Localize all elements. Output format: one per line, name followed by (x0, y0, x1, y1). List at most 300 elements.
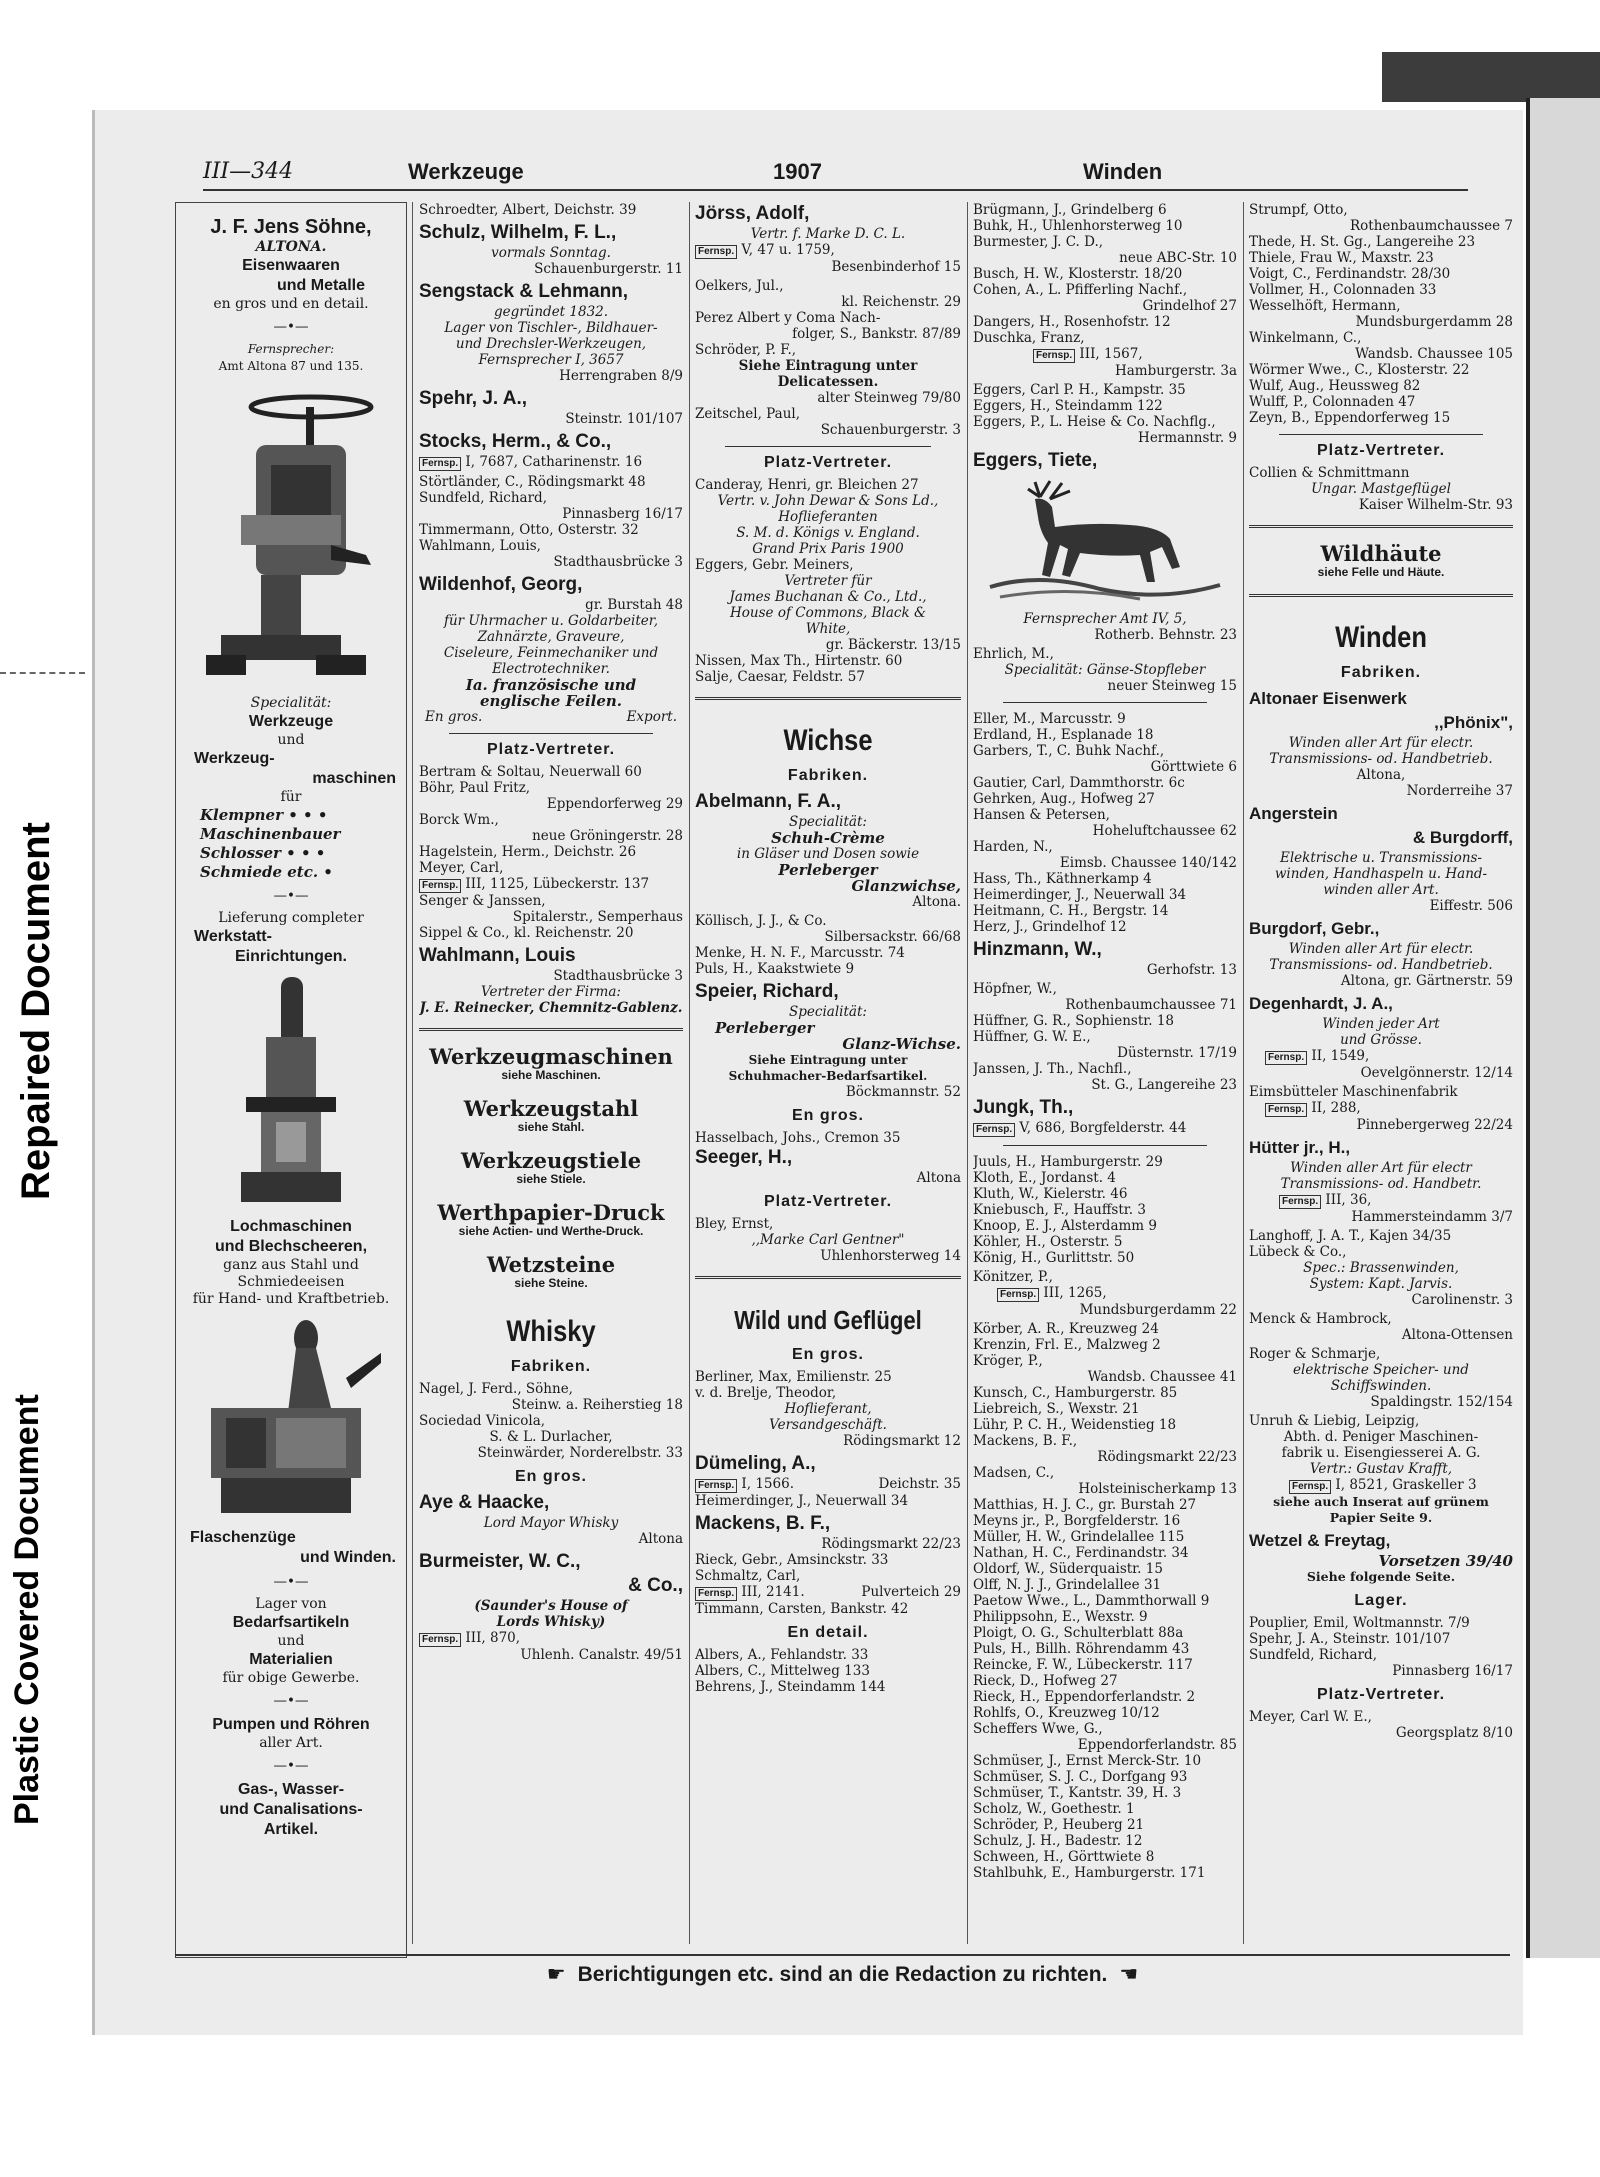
listing-entry: Madsen, C., (973, 1465, 1055, 1481)
listing-line: Winden aller Art für electr (1290, 1160, 1472, 1176)
listing-entry: Puls, H., Billh. Röhrendamm 43 (973, 1641, 1190, 1657)
ad-delivery: Werkstatt- (194, 928, 272, 945)
ad-gas: Gas-, Wasser- (237, 1781, 345, 1798)
section-heading: En detail. (787, 1624, 869, 1641)
listing-line: Hoheluftchaussee 62 (1092, 823, 1237, 839)
listing-line: fabrik u. Eisengiesserei A. G. (1281, 1445, 1481, 1461)
listing-line: kl. Reichenstr. 29 (841, 294, 961, 310)
listing-line: Perleberger (715, 1019, 815, 1037)
listing-entry: Paetow Wwe., L., Dammthorwall 9 (973, 1593, 1210, 1609)
listing-name: & Co., (628, 1575, 683, 1596)
ad-machines: Schmiedeeisen (237, 1274, 345, 1290)
ad-spec-label: Specialität: (250, 695, 332, 711)
listing-name: Jörss, Adolf, (695, 203, 810, 224)
cross-reference: Wetzsteine (486, 1252, 616, 1277)
listing-name: Eggers, Tiete, (973, 450, 1098, 471)
listing-line: Düsternstr. 17/19 (1117, 1045, 1237, 1061)
listing-line: Vertr.: Gustav Krafft, (1309, 1461, 1453, 1477)
listing-line: Glanz-Wichse. (842, 1035, 961, 1053)
column-rule (967, 202, 968, 1944)
listing-line: Schiffswinden. (1330, 1378, 1432, 1394)
listing-entry: Menke, H. N. F., Marcusstr. 74 (695, 945, 905, 961)
section-heading: En gros. (791, 1346, 864, 1363)
telephone-icon: Fernsp. (695, 245, 737, 259)
listing-line: S. M. d. Königs v. England. (736, 525, 920, 541)
listing-entry: Liebreich, S., Wexstr. 21 (973, 1401, 1140, 1417)
listing-name: Degenhardt, J. A., (1249, 994, 1393, 1013)
telephone-icon: Fernsp. (419, 457, 461, 471)
listing-entry: Hüffner, G. W. E., (973, 1029, 1091, 1045)
listing-line: Rotherb. Behnstr. 23 (1094, 627, 1237, 643)
listing-entry: Burmester, J. C. D., (973, 234, 1104, 250)
listing-entry: Ploigt, O. G., Schulterblatt 88a (973, 1625, 1184, 1641)
listing-line: System: Kapt. Jarvis. (1309, 1276, 1453, 1292)
listing-entry: Schroedter, Albert, Deichstr. 39 (419, 202, 637, 218)
listing-entry: Scholz, W., Goethestr. 1 (973, 1801, 1135, 1817)
listing-entry: Meyer, Carl W. E., (1249, 1709, 1372, 1725)
listing-entry: Heitmann, C. H., Bergstr. 14 (973, 903, 1169, 919)
listing-line: St. G., Langereihe 23 (1091, 1077, 1237, 1093)
hoist-machine-illustration (196, 1318, 386, 1518)
listing-line: Vertreter für (784, 573, 872, 589)
footer-rule (175, 1954, 1510, 1956)
listing-entry: Bertram & Soltau, Neuerwall 60 (419, 764, 642, 780)
listing-line: I, 1566. (741, 1476, 794, 1492)
listing-entry: Buhk, H., Uhlenhorsterweg 10 (973, 218, 1183, 234)
listing-entry: Collien & Schmittmann (1249, 465, 1410, 481)
listing-entry: Schween, H., Görttwiete 8 (973, 1849, 1155, 1865)
listing-line: Steinw. a. Reiherstieg 18 (511, 1397, 683, 1413)
listing-entry: Störtländer, C., Rödingsmarkt 48 (419, 474, 646, 490)
section-heading: Lager. (1354, 1592, 1408, 1609)
listing-entry: Roger & Schmarje, (1249, 1346, 1381, 1362)
listing-line: J. E. Reinecker, Chemnitz-Gablenz. (419, 1000, 683, 1016)
listing-entry: Müller, H. W., Grindelallee 115 (973, 1529, 1185, 1545)
listing-line: Spitalerstr., Semperhaus (512, 909, 683, 925)
listing-name: ,,Phönix", (1434, 713, 1513, 732)
listing-line: Winden jeder Art (1322, 1016, 1440, 1032)
listing-entry: Kunsch, C., Hamburgerstr. 85 (973, 1385, 1178, 1401)
listing-entry: Wesselhöft, Hermann, (1249, 298, 1401, 314)
listing-entry: Thede, H. St. Gg., Langereihe 23 (1249, 234, 1476, 250)
listing-entry: Voigt, C., Ferdinandstr. 28/30 (1249, 266, 1451, 282)
ad-gas: und Canalisations- (219, 1801, 363, 1818)
page-footer (175, 1962, 1510, 1987)
listing-line: elektrische Speicher- und (1293, 1362, 1469, 1378)
ad-spec: maschinen (312, 770, 396, 787)
listing-entry: Schmüser, T., Kantstr. 39, H. 3 (973, 1785, 1182, 1801)
listing-line: Specialität: (789, 814, 867, 830)
listing-line: winden aller Art. (1323, 882, 1439, 898)
listing-entry: Eggers, Gebr. Meiners, (695, 557, 854, 573)
page-header (203, 153, 1468, 191)
section-title: Wichse (783, 724, 873, 757)
listing-line: Hermannstr. 9 (1138, 430, 1237, 446)
listing-line: Glanzwichse, (851, 877, 961, 895)
divider (1249, 594, 1513, 597)
listing-line: gr. Bäckerstr. 13/15 (825, 637, 961, 653)
pointing-hand-left-icon: ☚ (1119, 1963, 1139, 1986)
listing-line: James Buchanan & Co., Ltd., (729, 589, 927, 605)
listing-line: Transmissions- od. Handbetrieb. (1269, 957, 1493, 973)
listing-name: Hinzmann, W., (973, 939, 1102, 960)
listing-entry: Heimerdinger, J., Neuerwall 34 (695, 1493, 909, 1509)
listing-line: Lord Mayor Whisky (483, 1515, 619, 1531)
listing-line: Besenbinderhof 15 (831, 259, 961, 275)
listing-entry: Menck & Hambrock, (1249, 1311, 1392, 1327)
listing-line: siehe auch Inserat auf grünem (1273, 1494, 1489, 1509)
cross-reference-note: siehe Stiele. (516, 1172, 586, 1186)
listing-line: Siehe Eintragung unter (748, 1053, 908, 1067)
listing-entry: Garbers, T., C. Buhk Nachf., (973, 743, 1165, 759)
ad-spec: und (277, 732, 305, 748)
ad-pumps: Pumpen und Röhren (212, 1716, 370, 1733)
ad-stock: und (277, 1633, 305, 1649)
listing-entry: Knoop, E. J., Alsterdamm 9 (973, 1218, 1157, 1234)
listing-entry: Rieck, Gebr., Amsinckstr. 33 (695, 1552, 889, 1568)
listing-entry: Vollmer, H., Colonnaden 33 (1249, 282, 1437, 298)
listing-line: Rödingsmarkt 22/23 (1097, 1449, 1237, 1465)
listing-entry: Kloth, E., Jordanst. 4 (973, 1170, 1116, 1186)
listing-entry: Scheffers Wwe, G., (973, 1721, 1103, 1737)
listing-entry: Lühr, P. C. H., Weidenstieg 18 (973, 1417, 1177, 1433)
section-heading: Platz-Vertreter. (763, 454, 893, 471)
listing-entry: Köllisch, J. J., & Co. (695, 913, 827, 929)
listing-line: Vorsetzen 39/40 (1378, 1552, 1513, 1570)
divider (449, 733, 653, 734)
listing-line: Mundsburgerdamm 28 (1355, 314, 1513, 330)
listing-line: in Gläser und Dosen sowie (736, 846, 920, 862)
ad-stock: Bedarfsartikeln (232, 1614, 350, 1631)
listing-line: Winden aller Art für electr. (1288, 735, 1474, 751)
listing-name: Altonaer Eisenwerk (1249, 689, 1407, 708)
listing-line: Grindelhof 27 (1142, 298, 1237, 314)
listing-entry: Krenzin, Frl. E., Malzweg 2 (973, 1337, 1161, 1353)
ad-machines: ganz aus Stahl und (223, 1257, 359, 1273)
listing-entry: Eller, M., Marcusstr. 9 (973, 711, 1126, 727)
listing-entry: Höpfner, W., (973, 981, 1057, 997)
divider (695, 697, 961, 700)
section-heading: Fabriken. (1340, 664, 1422, 681)
listing-line: Elektrische u. Transmissions- (1279, 850, 1482, 866)
listing-line: Deichstr. 35 (878, 1476, 961, 1492)
listing-line: Hoflieferant, (784, 1401, 872, 1417)
listing-entry: Könitzer, P., (973, 1269, 1053, 1285)
listing-line: Norderreihe 37 (1406, 783, 1513, 799)
section-heading: Platz-Vertreter. (1316, 442, 1446, 459)
listing-line: englische Feilen. (479, 692, 623, 710)
listing-line: Ungar. Mastgeflügel (1311, 481, 1451, 497)
listing-entry: Körber, A. R., Kreuzweg 24 (973, 1321, 1159, 1337)
listing-line: Siehe folgende Seite. (1306, 1569, 1456, 1584)
listing-line: Stadthausbrücke 3 (553, 554, 683, 570)
cross-reference-note: siehe Actien- und Werthe-Druck. (458, 1224, 644, 1238)
directory-page (92, 110, 1523, 2035)
listing-line: Rothenbaumchaussee 71 (1065, 997, 1237, 1013)
listing-entry: Hüffner, G. R., Sophienstr. 18 (973, 1013, 1175, 1029)
punching-machine-illustration (201, 385, 381, 685)
listing-line: Pinnebergerweg 22/24 (1356, 1117, 1513, 1133)
listing-entry: Eggers, Carl P. H., Kampstr. 35 (973, 382, 1186, 398)
listing-line: winden, Handhaspeln u. Hand- (1274, 866, 1488, 882)
listing-entry: König, H., Gurlittstr. 50 (973, 1250, 1135, 1266)
telephone-icon: Fernsp. (419, 879, 461, 893)
ad-machines: und Blechscheeren, (214, 1238, 368, 1255)
cross-reference: Werthpapier-Druck (437, 1200, 665, 1225)
listing-name: Wildenhof, Georg, (419, 574, 583, 595)
listing-line: Eppendorferweg 29 (546, 796, 683, 812)
listing-entry: Brügmann, J., Grindelberg 6 (973, 202, 1167, 218)
column-rule (689, 202, 690, 1944)
listing-line: ,,Marke Carl Gentner" (751, 1232, 905, 1248)
listing-name: Schulz, Wilhelm, F. L., (419, 222, 617, 243)
ad-pumps: aller Art. (259, 1735, 323, 1751)
listing-name: Jungk, Th., (973, 1097, 1074, 1118)
ad-phone: Amt Altona 87 und 135. (218, 359, 364, 373)
telephone-icon: Fernsp. (1289, 1480, 1331, 1494)
listing-line: Specialität: Gänse-Stopfleber (1004, 662, 1206, 678)
listing-line: Carolinenstr. 3 (1411, 1292, 1513, 1308)
listing-line: III, 36, (1325, 1192, 1372, 1208)
listing-line: neue Gröningerstr. 28 (532, 828, 683, 844)
listing-line: Schauenburgerstr. 3 (820, 422, 961, 438)
jens-soehne-advertisement (175, 202, 407, 1958)
listing-entry: Timmermann, Otto, Osterstr. 32 (419, 522, 639, 538)
listing-name: Burmeister, W. C., (419, 1551, 581, 1572)
listing-line: V, 686, Borgfelderstr. 44 (1019, 1120, 1187, 1136)
listing-name: Spehr, J. A., (419, 388, 528, 409)
listing-entry: Schröder, P., Heuberg 21 (973, 1817, 1145, 1833)
listing-line: V, 47 u. 1759, (741, 242, 835, 258)
ad-city: ALTONA. (255, 239, 327, 255)
listing-line: Altona (916, 1170, 961, 1186)
cross-reference: Wildhäute (1320, 541, 1442, 566)
ad-stock: Lager von (255, 1596, 327, 1612)
listing-entry: Schmüser, S. J. C., Dorfgang 93 (973, 1769, 1188, 1785)
listing-line: En gros. (425, 709, 483, 725)
listing-entry: Wulf, Aug., Heussweg 82 (1249, 378, 1421, 394)
listing-line: vormals Sonntag. (491, 245, 611, 261)
listing-line: Wandsb. Chaussee 105 (1355, 346, 1513, 362)
ad-spec: Werkzeuge (248, 713, 334, 730)
listing-entry: Behrens, J., Steindamm 144 (695, 1679, 886, 1695)
listing-entry: Juuls, H., Hamburgerstr. 29 (973, 1154, 1163, 1170)
listing-entry: Hasselbach, Johs., Cremon 35 (695, 1130, 901, 1146)
listing-entry: Schröder, P. F., (695, 342, 797, 358)
telephone-icon: Fernsp. (997, 1288, 1039, 1302)
listing-entry: Pouplier, Emil, Woltmannstr. 7/9 (1249, 1615, 1470, 1631)
listing-line: III, 1265, (1043, 1285, 1107, 1301)
listing-line: gegründet 1832. (493, 304, 609, 320)
column-rule (412, 202, 413, 1944)
listing-entry: Bley, Ernst, (695, 1216, 774, 1232)
listing-entry: Borck Wm., (419, 812, 499, 828)
listing-entry: Gautier, Carl, Dammthorstr. 6c (973, 775, 1185, 791)
listing-line: Hamburgerstr. 3a (1114, 363, 1237, 379)
listing-entry: Schmüser, J., Ernst Merck-Str. 10 (973, 1753, 1202, 1769)
ad-machines: Lochmaschinen (230, 1218, 352, 1235)
listing-line: Export. (626, 709, 677, 725)
listing-line: S. & L. Durlacher, (489, 1429, 613, 1445)
column-3 (695, 202, 961, 1944)
listing-entry: Puls, H., Kaakstwiete 9 (695, 961, 855, 977)
divider (1003, 1145, 1207, 1146)
listing-entry: Dangers, H., Rosenhofstr. 12 (973, 314, 1171, 330)
divider (1279, 434, 1483, 435)
ad-title: J. F. Jens Söhne, (210, 216, 372, 238)
listing-entry: Rohlfs, O., Kreuzweg 10/12 (973, 1705, 1160, 1721)
listing-name: Wahlmann, Louis (419, 945, 576, 966)
telephone-icon: Fernsp. (419, 1633, 461, 1647)
shear-machine-illustration (231, 977, 351, 1207)
telephone-icon: Fernsp. (695, 1479, 737, 1493)
listing-entry: Sociedad Vinicola, (419, 1413, 546, 1429)
listing-line: Stadthausbrücke 3 (553, 968, 683, 984)
listing-entry: Rieck, D., Hofweg 27 (973, 1673, 1118, 1689)
listing-entry: Harden, N., (973, 839, 1053, 855)
column-2 (419, 202, 683, 1944)
listing-name: Angerstein (1249, 804, 1338, 823)
listing-line: Altona, gr. Gärtnerstr. 59 (1340, 973, 1513, 989)
listing-line: Steinwärder, Norderelbstr. 33 (477, 1445, 683, 1461)
listing-line: Mundsburgerdamm 22 (1079, 1302, 1237, 1318)
ad-tagline: Eisenwaaren (242, 257, 340, 274)
listing-name: Speier, Richard, (695, 981, 839, 1002)
listing-line: (Saunder's House of (474, 1598, 628, 1614)
listing-name: Seeger, H., (695, 1147, 793, 1168)
ad-hoists: und Winden. (300, 1549, 396, 1566)
column-5 (1249, 202, 1513, 1944)
listing-line: Specialität: (789, 1004, 867, 1020)
listing-name: Abelmann, F. A., (695, 791, 842, 812)
divider: —•— (273, 1693, 309, 1709)
listing-entry: Strumpf, Otto, (1249, 202, 1348, 218)
telephone-icon: Fernsp. (695, 1587, 737, 1601)
cross-reference-note: siehe Maschinen. (501, 1068, 601, 1082)
listing-line: Electrotechniker. (492, 661, 610, 677)
listing-line: und Drechsler-Werkzeugen, (455, 336, 647, 352)
listing-line: Hammersteindamm 3/7 (1351, 1209, 1513, 1225)
divider (419, 1028, 683, 1031)
cross-reference: Werkzeugmaschinen (429, 1044, 673, 1069)
listing-entry: Unruh & Liebig, Leipzig, (1249, 1413, 1420, 1429)
listing-entry: Schmaltz, Carl, (695, 1568, 801, 1584)
listing-entry: Canderay, Henri, gr. Bleichen 27 (695, 477, 919, 493)
listing-line: II, 288, (1311, 1100, 1361, 1116)
listing-entry: Thiele, Frau W., Maxstr. 23 (1249, 250, 1434, 266)
listing-line: Vertr. v. John Dewar & Sons Ld., (717, 493, 939, 509)
listing-line: White, (805, 621, 851, 637)
listing-entry: v. d. Brelje, Theodor, (695, 1385, 837, 1401)
divider: —•— (273, 319, 309, 335)
section-heading: Platz-Vertreter. (486, 741, 616, 758)
listing-entry: Sippel & Co., kl. Reichenstr. 20 (419, 925, 634, 941)
pointing-hand-right-icon: ☛ (546, 1963, 566, 1986)
listing-entry: Zeitschel, Paul, (695, 406, 801, 422)
listing-line: alter Steinweg 79/80 (817, 390, 961, 406)
listing-name: Wetzel & Freytag, (1249, 1531, 1391, 1550)
listing-line: Perleberger (778, 861, 878, 879)
listing-line: Ciseleure, Feinmechaniker und (443, 645, 659, 661)
listing-line: III, 1125, Lübeckerstr. 137 (465, 876, 650, 892)
divider (725, 446, 931, 447)
ad-spec: für (280, 789, 302, 805)
section-title: Whisky (506, 1315, 596, 1348)
ad-hoists: Flaschenzüge (190, 1529, 296, 1546)
section-title: Wild und Geflügel (734, 1305, 922, 1335)
listing-line: Ia. französische und (465, 676, 637, 694)
listing-line: I, 8521, Graskeller 3 (1335, 1477, 1477, 1493)
listing-line: Altona (638, 1531, 683, 1547)
repaired-document-label: Repaired Document (14, 822, 58, 1200)
listing-entry: Stahlbuhk, E., Hamburgerstr. 171 (973, 1865, 1206, 1881)
listing-line: House of Commons, Black & (730, 605, 926, 621)
listing-line: Vertreter der Firma: (481, 984, 621, 1000)
listing-entry: Hass, Th., Käthnerkamp 4 (973, 871, 1152, 887)
listing-entry: Eimsbütteler Maschinenfabrik (1249, 1084, 1458, 1100)
listing-line: Zahnärzte, Graveure, (477, 629, 625, 645)
listing-line: Schuh-Crème (771, 829, 885, 847)
listing-line: Fernsprecher Amt IV, 5, (1023, 611, 1187, 627)
ad-spec: Werkzeug- (194, 750, 275, 767)
listing-entry: Wulff, P., Colonnaden 47 (1249, 394, 1416, 410)
listing-line: Wandsb. Chaussee 41 (1087, 1369, 1237, 1385)
listing-entry: Köhler, H., Osterstr. 5 (973, 1234, 1123, 1250)
listing-entry: Nathan, H. C., Ferdinandstr. 34 (973, 1545, 1189, 1561)
section-heading: Platz-Vertreter. (763, 1193, 893, 1210)
listing-line: III, 870, (465, 1630, 521, 1646)
ad-trade: Maschinenbauer (200, 825, 341, 843)
listing-entry: Berliner, Max, Emilienstr. 25 (695, 1369, 892, 1385)
listing-line: Holsteinischerkamp 13 (1078, 1481, 1237, 1497)
listing-line: Schauenburgerstr. 11 (534, 261, 683, 277)
listing-line: Grand Prix Paris 1900 (752, 541, 904, 557)
adjacent-page-edge (1526, 98, 1600, 1958)
listing-line: Rothenbaumchaussee 7 (1350, 218, 1513, 234)
listing-entry: Ehrlich, M., (973, 646, 1054, 662)
divider: —•— (273, 1574, 309, 1590)
listing-line: Silbersackstr. 66/68 (824, 929, 961, 945)
listing-entry: Reincke, F. W., Lübeckerstr. 117 (973, 1657, 1193, 1673)
listing-line: Steinstr. 101/107 (565, 411, 683, 427)
listing-entry: Albers, A., Fehlandstr. 33 (695, 1647, 869, 1663)
ad-machines: für Hand- und Kraftbetrieb. (192, 1291, 390, 1307)
listing-entry: Timmann, Carsten, Bankstr. 42 (695, 1601, 909, 1617)
listing-entry: Kniebusch, F., Hauffstr. 3 (973, 1202, 1146, 1218)
listing-entry: Zeyn, B., Eppendorferweg 15 (1249, 410, 1451, 426)
listing-entry: Heimerdinger, J., Neuerwall 34 (973, 887, 1187, 903)
listing-line: Hoflieferanten (778, 509, 878, 525)
listing-line: Vertr. f. Marke D. C. L. (750, 226, 906, 242)
telephone-icon: Fernsp. (973, 1123, 1015, 1137)
divider: —•— (273, 1758, 309, 1774)
section-heading: En gros. (791, 1107, 864, 1124)
listing-line: Pinnasberg 16/17 (1392, 1663, 1513, 1679)
listing-name: Hütter jr., H., (1249, 1138, 1351, 1157)
listing-line: Herrengraben 8/9 (559, 368, 683, 384)
ad-tagline: en gros und en detail. (213, 296, 369, 312)
listing-line: Schuhmacher-Bedarfsartikel. (728, 1069, 928, 1083)
listing-entry: Nissen, Max Th., Hirtenstr. 60 (695, 653, 903, 669)
column-4 (973, 202, 1237, 1944)
listing-name: Stocks, Herm., & Co., (419, 431, 612, 452)
listing-entry: Gehrken, Aug., Hofweg 27 (973, 791, 1155, 807)
listing-line: Gerhofstr. 13 (1146, 962, 1237, 978)
listing-entry: Eggers, P., L. Heise & Co. Nachflg., (973, 414, 1216, 430)
ad-gas: Artikel. (263, 1821, 319, 1838)
listing-line: Rödingsmarkt 12 (843, 1433, 961, 1449)
ad-delivery: Einrichtungen. (235, 948, 347, 965)
